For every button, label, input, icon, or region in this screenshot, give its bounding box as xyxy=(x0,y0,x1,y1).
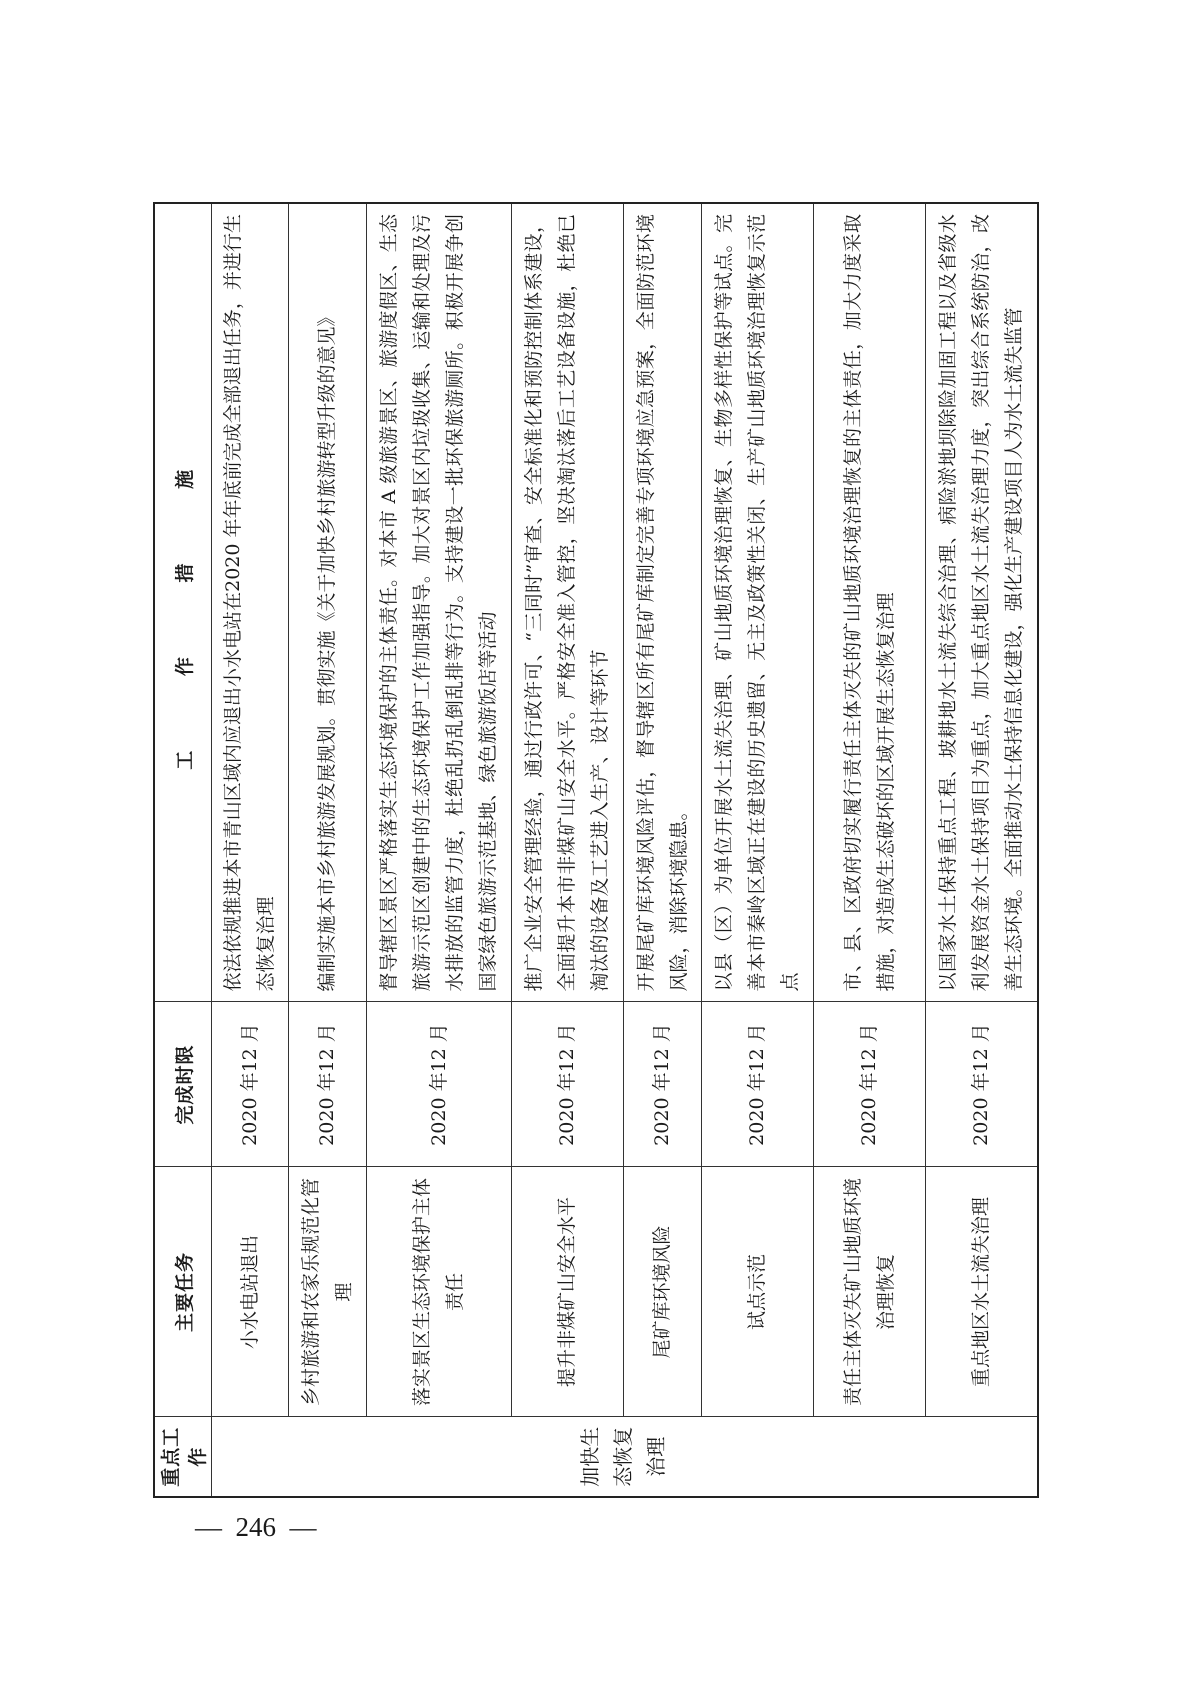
measures-cell: 市、县、区政府切实履行责任主体灭失的矿山地质环境治理恢复的主体责任，加大力度采取措施，对造成生态破坏的区域开展生态恢复治理 xyxy=(814,203,926,1002)
table-row xyxy=(926,203,1038,1497)
task-cell: 提升非煤矿山安全水平 xyxy=(512,1167,624,1417)
deadline-cell: 2020 年12 月 xyxy=(814,1002,926,1167)
task-cell: 重点地区水土流失治理 xyxy=(926,1167,1038,1417)
deadline-cell: 2020 年12 月 xyxy=(212,1002,289,1167)
table-header-row xyxy=(154,203,212,1497)
header-main-task: 主要任务 xyxy=(154,1167,212,1417)
header-deadline: 完成时限 xyxy=(154,1002,212,1167)
page-number: — 246 — xyxy=(195,1512,317,1542)
measures-cell: 编制实施本市乡村旅游发展规划。贯彻实施《关于加快乡村旅游转型升级的意见》 xyxy=(289,203,367,1002)
task-cell: 落实景区生态环境保护主体责任 xyxy=(367,1167,512,1417)
deadline-cell: 2020 年12 月 xyxy=(289,1002,367,1167)
measures-cell: 以国家水土保持重点工程、坡耕地水土流失综合治理、病险淤地坝除险加固工程以及省级水利发展资金水土保持项目为重点，加大重点地区水土流失治理力度，突出综合系统防治，改善生态环境。全面推动水土保持信息化建设，强化生产建设项目人为水土流失监管 xyxy=(926,203,1038,1002)
measures-cell: 依法依规推进本市青山区域内应退出小水电站在2020 年年底前完成全部退出任务，并进行生态恢复治理 xyxy=(212,203,289,1002)
table-row xyxy=(814,203,926,1497)
task-cell: 乡村旅游和农家乐规范化管理 xyxy=(289,1167,367,1417)
table-row xyxy=(289,203,367,1497)
deadline-cell: 2020 年12 月 xyxy=(926,1002,1038,1167)
task-cell: 小水电站退出 xyxy=(212,1167,289,1417)
rotated-table-container xyxy=(153,204,1038,1498)
table-row xyxy=(702,203,814,1497)
task-cell: 责任主体灭失矿山地质环境治理恢复 xyxy=(814,1167,926,1417)
key-work-cell xyxy=(212,1417,1038,1497)
measures-cell: 开展尾矿库环境风险评估，督导辖区所有尾矿库制定完善专项环境应急预案，全面防范环境风险，消除环境隐患。 xyxy=(624,203,702,1002)
deadline-cell: 2020 年12 月 xyxy=(624,1002,702,1167)
task-cell: 试点示范 xyxy=(702,1167,814,1417)
header-measures: 工 作 措 施 xyxy=(154,203,212,1002)
measures-cell: 督导辖区景区严格落实生态环境保护的主体责任。对本市 A 级旅游景区、旅游度假区、生态旅游示范区创建中的生态环境保护工作加强指导。加大对景区内垃圾收集、运输和处理及污水排放的监管力度，杜绝乱扔乱倒乱排等行为。支持建设一批环保旅游厕所。积极开展争创国家绿色旅游示范基地、绿色旅游饭店等活动 xyxy=(367,203,512,1002)
measures-cell: 以县（区）为单位开展水土流失治理、矿山地质环境治理恢复、生物多样性保护等试点。完善本市秦岭区域正在建设的历史遗留、无主及政策性关闭、生产矿山地质环境治理恢复示范点 xyxy=(702,203,814,1002)
header-key-work: 重点工作 xyxy=(154,1417,212,1497)
table-row xyxy=(367,203,512,1497)
table-row xyxy=(212,203,289,1497)
table-row xyxy=(624,203,702,1497)
deadline-cell: 2020 年12 月 xyxy=(702,1002,814,1167)
key-work-table xyxy=(153,202,1039,1498)
measures-cell: 推广企业安全管理经验，通过行政许可、“三同时”审查、安全标准化和预防控制体系建设，全面提升本市非煤矿山安全水平。严格安全准入管控，坚决淘汰落后工艺设备设施，杜绝已淘汰的设备及工艺进入生产、设计等环节 xyxy=(512,203,624,1002)
table-row xyxy=(512,203,624,1497)
key-work-label: 加快生态恢复治理 xyxy=(578,1426,669,1487)
deadline-cell: 2020 年12 月 xyxy=(367,1002,512,1167)
task-cell: 尾矿库环境风险 xyxy=(624,1167,702,1417)
deadline-cell: 2020 年12 月 xyxy=(512,1002,624,1167)
